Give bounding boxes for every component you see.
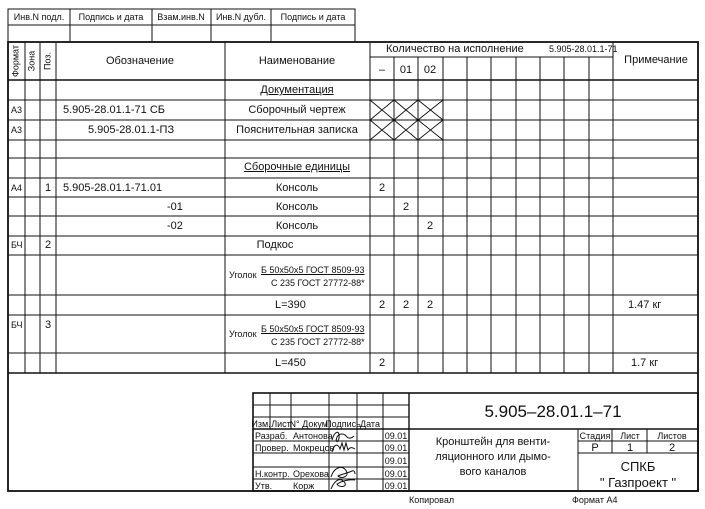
- header-version-01: 01: [399, 64, 413, 76]
- tb-date: 09.01: [384, 481, 408, 491]
- header-note: Примечание: [624, 54, 688, 66]
- row-qty-01: 2: [402, 299, 410, 311]
- header-doc-code: 5.905-28.01.1-71: [549, 44, 618, 54]
- tb-date: 09.01: [384, 469, 408, 479]
- row-designation: 5.905-28.01.1-71 СБ: [63, 104, 166, 116]
- footer-format: Формат А4: [572, 495, 618, 505]
- tb-org-name: СПКБ: [620, 459, 656, 474]
- tb-sheets: 2: [668, 442, 676, 454]
- tb-person: Орехова: [293, 469, 329, 479]
- header-version-base: –: [378, 64, 386, 76]
- stamp-inv-orig: Инв.N подл.: [13, 12, 65, 22]
- row-name: Пояснительная записка: [236, 124, 358, 136]
- tb-title-line-1: Кронштейн для венти-: [435, 436, 551, 448]
- tb-org-name-2: " Газпроект ": [599, 475, 677, 490]
- row-note: 1.47 кг: [628, 299, 662, 311]
- header-version-02: 02: [423, 64, 437, 76]
- signature-korzh: [331, 480, 355, 489]
- tb-role: Н.контр.: [255, 469, 290, 479]
- material-prefix: Уголок: [229, 270, 257, 280]
- tb-sheet: 1: [626, 442, 634, 454]
- tb-col-doc: N° Докум.: [289, 419, 331, 429]
- row-qty-01: 2: [402, 201, 410, 213]
- row-qty-base: 2: [378, 299, 386, 311]
- tb-role: Утв.: [255, 481, 273, 491]
- row-qty-base: 2: [378, 182, 386, 194]
- stamp-inv-dubl: Инв.N дубл.: [215, 12, 267, 22]
- section-assembly-units: Сборочные единицы: [243, 161, 351, 173]
- header-pos: Поз.: [42, 52, 53, 70]
- row-format: БЧ: [11, 320, 23, 330]
- material-steel: С 235 ГОСТ 27772-88*: [271, 337, 365, 347]
- tb-title-line-2: ляционного или дымо-: [435, 451, 551, 463]
- header-qty-by-version: Количество на исполнение: [386, 43, 524, 55]
- row-designation: 5.905-28.01.1-ПЗ: [88, 124, 175, 136]
- signature-orekhova: [331, 467, 355, 477]
- tb-person: Мокрецов: [293, 443, 335, 453]
- header-designation: Обозначение: [105, 55, 175, 67]
- tb-col-izm: Изм.: [251, 419, 271, 429]
- tb-person: Антонова: [293, 431, 333, 441]
- material-profile: Б 50х50х5 ГОСТ 8509-93: [261, 324, 365, 334]
- section-documentation: Документация: [260, 84, 334, 96]
- row-name: Консоль: [275, 182, 319, 194]
- signature-antonova: [332, 432, 354, 441]
- row-note: 1.7 кг: [631, 357, 659, 369]
- row-qty-02: 2: [426, 299, 434, 311]
- row-designation: 5.905-28.01.1-71.01: [63, 182, 163, 194]
- row-name: Сборочный чертеж: [248, 104, 346, 116]
- tb-col-date: Дата: [360, 419, 380, 429]
- row-pos: 2: [44, 239, 52, 251]
- tb-col-sign: Подпись: [325, 419, 361, 429]
- header-name: Наименование: [258, 55, 336, 67]
- tb-stage: Р: [591, 442, 599, 454]
- tb-date: 09.01: [384, 456, 408, 466]
- header-zone: Зона: [26, 50, 37, 72]
- row-format: А3: [11, 125, 23, 135]
- row-format: БЧ: [11, 240, 23, 250]
- tb-date: 09.01: [384, 431, 408, 441]
- tb-designation: 5.905–28.01.1–71: [484, 402, 622, 421]
- row-pos: 1: [44, 182, 52, 194]
- material-prefix: Уголок: [229, 329, 257, 339]
- material-profile: Б 50х50х5 ГОСТ 8509-93: [261, 265, 365, 275]
- tb-date: 09.01: [384, 443, 408, 453]
- row-name: Подкос: [256, 239, 294, 251]
- tb-role: Разраб.: [255, 431, 288, 441]
- row-format: А4: [11, 183, 23, 193]
- row-name: Консоль: [275, 201, 319, 213]
- tb-stage-label: Стадия: [579, 431, 611, 441]
- tb-sheet-label: Лист: [620, 431, 640, 441]
- signature-mokretsov: [332, 443, 355, 452]
- tb-role: Провер.: [255, 443, 289, 453]
- footer-copied: Копировал: [409, 495, 455, 505]
- row-name: Консоль: [275, 220, 319, 232]
- row-name: L=390: [275, 299, 306, 311]
- row-designation: -01: [167, 201, 183, 213]
- stamp-sign-date-2: Подпись и дата: [280, 12, 346, 22]
- row-designation: -02: [167, 220, 183, 232]
- stamp-vzam-inv: Взам.инв.N: [157, 12, 205, 22]
- tb-sheets-label: Листов: [657, 431, 687, 441]
- row-pos: 3: [44, 319, 52, 331]
- row-format: А3: [11, 105, 23, 115]
- row-name: L=450: [275, 357, 306, 369]
- stamp-sign-date-1: Подпись и дата: [78, 12, 144, 22]
- tb-col-list: Лист: [271, 419, 291, 429]
- tb-title-line-3: вого каналов: [459, 466, 527, 478]
- tb-person: Корж: [293, 481, 315, 491]
- material-steel: С 235 ГОСТ 27772-88*: [271, 278, 365, 288]
- row-qty-base: 2: [378, 357, 386, 369]
- header-format: Формат: [10, 45, 21, 77]
- row-qty-02: 2: [426, 220, 434, 232]
